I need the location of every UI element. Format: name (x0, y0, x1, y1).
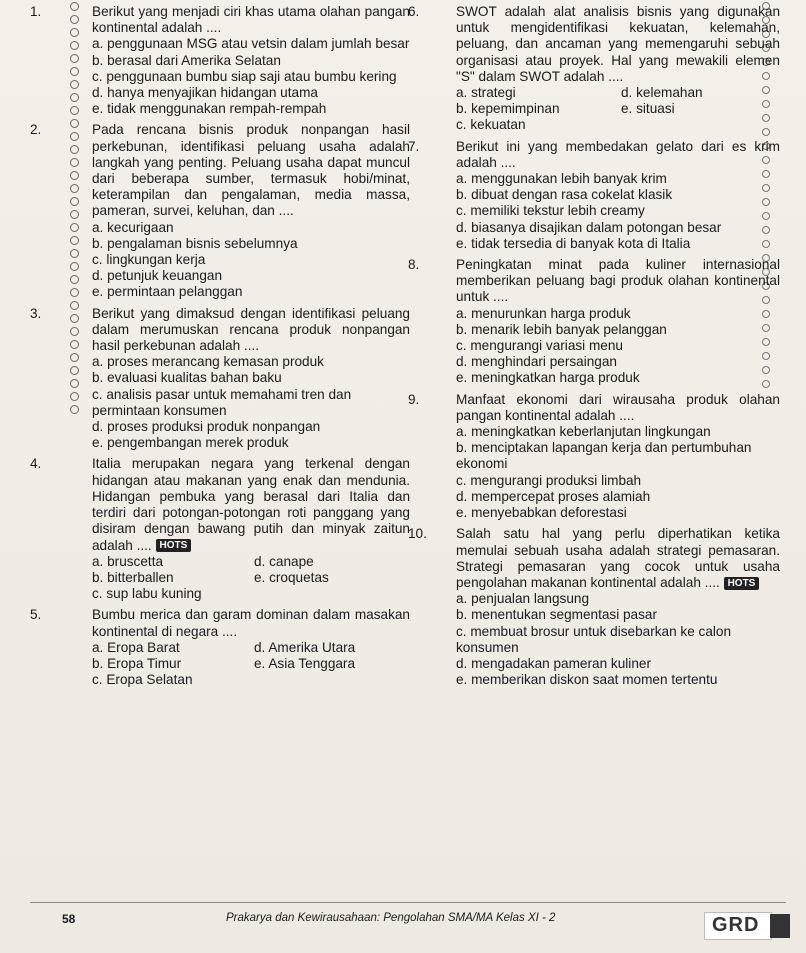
footer-divider (30, 902, 786, 903)
option-c[interactable]: c. sup labu kuning (92, 586, 202, 602)
option-b[interactable]: b. menarik lebih banyak pelanggan (456, 321, 667, 337)
option-a[interactable]: a. strategi (456, 85, 516, 101)
question-5 (30, 607, 410, 688)
option-b[interactable]: b. dibuat dengan rasa cokelat klasik (456, 187, 673, 203)
option-e[interactable]: e. Asia Tenggara (254, 655, 356, 671)
option-a[interactable]: a. penjualan langsung (456, 591, 590, 607)
question-2 (30, 122, 410, 300)
question-8 (408, 257, 780, 387)
question-number: 9. (408, 391, 420, 407)
option-b[interactable]: b. bitterballen (92, 569, 174, 585)
option-a[interactable]: a. Eropa Barat (92, 639, 180, 655)
option-c[interactable]: c. kekuatan (456, 117, 526, 133)
option-e[interactable]: e. tidak menggunakan rempah-rempah (92, 101, 327, 117)
option-b[interactable]: b. Eropa Timur (92, 655, 182, 671)
question-stem: Berikut yang menjadi ciri khas utama olahan pangan kontinental adalah .... (92, 4, 410, 36)
option-b[interactable]: b. menentukan segmentasi pasar (456, 607, 658, 623)
hots-badge: HOTS (724, 577, 760, 590)
question-stem: Berikut yang dimaksud dengan identifikasi peluang dalam merumuskan rencana produk nonpangan hasil perkebunan adalah .... (92, 305, 410, 354)
option-a[interactable]: a. meningkatkan keberlanjutan lingkungan (456, 424, 711, 440)
book-title: Prakarya dan Kewirausahaan: Pengolahan SMA/MA Kelas XI - 2 (226, 912, 556, 924)
publisher-logo: GRD (712, 914, 760, 936)
question-stem (92, 456, 410, 553)
question-number: 7. (408, 138, 420, 154)
option-b[interactable]: b. berasal dari Amerika Selatan (92, 52, 281, 68)
question-10 (408, 526, 780, 688)
question-number: 4. (30, 456, 42, 472)
option-c[interactable]: c. penggunaan bumbu siap saji atau bumbu kering (92, 68, 397, 84)
right-column (408, 4, 780, 693)
option-e[interactable]: e. situasi (621, 101, 675, 117)
question-7 (408, 139, 780, 252)
option-d[interactable]: d. hanya menyajikan hidangan utama (92, 85, 318, 101)
option-e[interactable]: e. permintaan pelanggan (92, 284, 243, 300)
option-a[interactable]: a. menurunkan harga produk (456, 305, 631, 321)
page-number: 58 (62, 912, 76, 926)
publisher-logo-block (770, 914, 790, 938)
option-c[interactable]: c. membuat brosur untuk disebarkan ke calon konsumen (456, 623, 732, 655)
question-number: 8. (408, 257, 420, 273)
question-stem: Peningkatan minat pada kuliner internasional memberikan peluang bagi produk olahan kontinental untuk .... (456, 257, 780, 305)
option-c[interactable]: c. lingkungan kerja (92, 252, 206, 268)
option-d[interactable]: d. mempercepat proses alamiah (456, 488, 651, 504)
question-number: 3. (30, 305, 42, 321)
question-number: 6. (408, 4, 420, 19)
question-stem: Bumbu merica dan garam dominan dalam masakan kontinental di negara .... (92, 607, 410, 639)
option-a[interactable]: a. kecurigaan (92, 219, 174, 235)
left-column (30, 4, 410, 693)
question-number: 10. (408, 526, 427, 542)
question-number: 1. (30, 4, 42, 19)
question-3 (30, 306, 410, 452)
page-footer (0, 906, 806, 946)
option-c[interactable]: c. mengurangi produksi limbah (456, 472, 642, 488)
question-6 (408, 4, 780, 134)
option-b[interactable]: b. kepemimpinan (456, 101, 560, 117)
option-e[interactable]: e. tidak tersedia di banyak kota di Italia (456, 235, 691, 251)
option-d[interactable]: d. Amerika Utara (254, 639, 356, 655)
option-c[interactable]: c. memiliki tekstur lebih creamy (456, 203, 645, 219)
question-4 (30, 456, 410, 602)
option-d[interactable]: d. mengadakan pameran kuliner (456, 655, 651, 671)
option-e[interactable]: e. menyebabkan deforestasi (456, 505, 627, 521)
question-9 (408, 392, 780, 522)
option-e[interactable]: e. memberikan diskon saat momen tertentu (456, 672, 718, 688)
option-d[interactable]: d. menghindari persaingan (456, 354, 617, 370)
option-c[interactable]: c. analisis pasar untuk memahami tren dan permintaan konsumen (92, 386, 352, 418)
option-c[interactable]: c. mengurangi variasi menu (456, 338, 623, 354)
question-stem (456, 526, 780, 591)
question-stem-text: Italia merupakan negara yang terkenal dengan hidangan atau makanan yang enak dan mendunia. Hidangan pembuka yang berasal dari Italia dan terdiri dari potongan-potongan roti panggang yang disiram dengan bawang putih dan minyak zaitun adalah .... (92, 456, 410, 553)
option-d[interactable]: d. kelemahan (621, 85, 703, 101)
question-stem: Manfaat ekonomi dari wirausaha produk olahan pangan kontinental adalah .... (456, 391, 780, 423)
option-b[interactable]: b. pengalaman bisnis sebelumnya (92, 235, 298, 251)
option-d[interactable]: d. canape (254, 553, 314, 569)
question-stem: Berikut ini yang membedakan gelato dari es krim adalah .... (456, 138, 780, 170)
option-e[interactable]: e. croquetas (254, 569, 329, 585)
option-a[interactable]: a. proses merancang kemasan produk (92, 354, 324, 370)
option-a[interactable]: a. penggunaan MSG atau vetsin dalam jumlah besar (92, 36, 410, 52)
option-b[interactable]: b. evaluasi kualitas bahan baku (92, 370, 282, 386)
question-stem: Pada rencana bisnis produk nonpangan hasil perkebunan, identifikasi peluang usaha adalah langkah yang penting. Peluang usaha dapat muncul dari beberapa sumber, termasuk hobi/minat, keterampilan dan pengalaman, media massa, pameran, survei, keluhan, dan .... (92, 122, 410, 219)
option-e[interactable]: e. pengembangan merek produk (92, 435, 289, 451)
question-stem-text: Salah satu hal yang perlu diperhatikan ketika memulai sebuah usaha adalah strategi pemasaran. Strategi pemasaran yang cocok untuk usaha pengolahan makanan kontinental adalah .... (456, 526, 780, 590)
option-a[interactable]: a. menggunakan lebih banyak krim (456, 171, 667, 187)
question-number: 2. (30, 122, 42, 138)
option-e[interactable]: e. meningkatkan harga produk (456, 370, 640, 386)
hots-badge: HOTS (156, 539, 192, 552)
question-stem: SWOT adalah alat analisis bisnis yang digunakan untuk mengidentifikasi kekuatan, kelemahan, peluang, dan ancaman yang memengaruhi sebuah organisasi atau proyek. Hal yang mewakili elemen "S" dalam SWOT adalah .... (456, 4, 780, 84)
question-number: 5. (30, 607, 42, 623)
question-1 (30, 4, 410, 117)
option-d[interactable]: d. petunjuk keuangan (92, 268, 223, 284)
option-d[interactable]: d. proses produksi produk nonpangan (92, 419, 321, 435)
option-a[interactable]: a. bruscetta (92, 553, 164, 569)
option-c[interactable]: c. Eropa Selatan (92, 672, 193, 688)
option-b[interactable]: b. menciptakan lapangan kerja dan pertumbuhan ekonomi (456, 440, 752, 472)
option-d[interactable]: d. biasanya disajikan dalam potongan besar (456, 219, 722, 235)
